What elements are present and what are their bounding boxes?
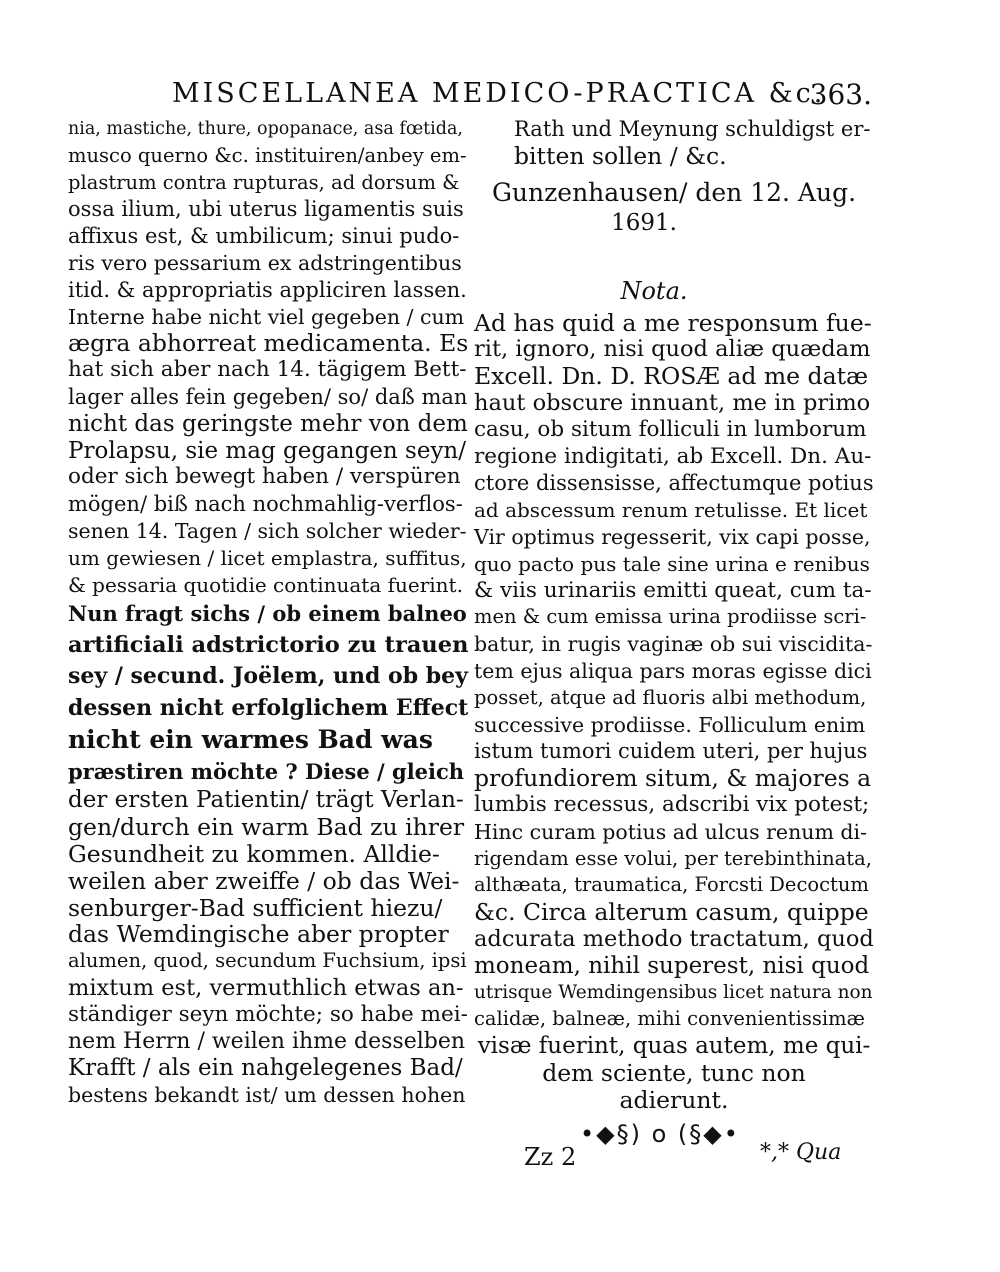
text-line: musco querno &c. instituiren/anbey em- (68, 143, 467, 167)
text-line: visæ fuerint, quas autem, me qui- (477, 1033, 871, 1060)
text-line: Excell. Dn. D. ROSÆ ad me datæ (474, 362, 869, 391)
text-line: Vir optimus regesserit, vix capi posse, (474, 524, 871, 549)
text-line: rigendam esse volui, per terebinthinata, (474, 846, 872, 870)
text-line: profundiorem situm, & majores a (474, 764, 872, 793)
text-line: nem Herrn / weilen ihme desselben (68, 1028, 466, 1054)
question-line: artificiali adstrictorio zu trauen (68, 631, 469, 658)
text-line: der ersten Patientin/ trägt Verlan- (68, 787, 464, 814)
text-line: gen/durch ein warm Bad zu ihrer (68, 813, 465, 842)
text-line: successive prodiisse. Folliculum enim (474, 712, 866, 737)
text-line: bitten sollen / &c. (514, 141, 727, 170)
text-line: Krafft / als ein nahgelegenes Bad/ (68, 1055, 463, 1082)
text-line: ctore dissensisse, affectumque potius (474, 471, 874, 496)
text-line: & viis urinariis emitti queat, cum ta- (474, 577, 872, 603)
text-line: &c. Circa alterum casum, quippe (474, 898, 869, 927)
text-line: adierunt. (619, 1085, 729, 1114)
text-line: Prolapsu, sie mag gegangen seyn/ (68, 437, 466, 464)
question-line: nicht ein warmes Bad was (68, 725, 433, 755)
text-line: men & cum emissa urina prodiisse scri- (474, 605, 867, 629)
left-column (68, 116, 468, 1109)
text-line: dem sciente, tunc non (542, 1058, 806, 1087)
ornament: •◆§) o (§◆• (580, 1120, 740, 1148)
text-line: haut obscure innuant, me in primo (474, 389, 871, 416)
text-line: nicht das geringste mehr von dem (68, 410, 468, 437)
question-line: sey / secund. Joëlem, und ob bey (68, 663, 468, 690)
text-line: Gesundheit zu kommen. Alldie- (68, 839, 440, 868)
text-line: oder sich bewegt haben / verspüren (68, 464, 461, 490)
text-line: senburger-Bad sufficient hiezu/ (68, 893, 443, 922)
page-number: 363. (809, 78, 872, 111)
running-title: MISCELLANEA MEDICO-PRACTICA &c. (172, 78, 826, 109)
text-line: casu, ob situm folliculi in lumborum (474, 416, 867, 442)
text-line: moneam, nihil superest, nisi quod (474, 952, 870, 979)
text-line: plastrum contra rupturas, ad dorsum & (68, 170, 460, 194)
text-line: ægra abhorreat medicamenta. Es (68, 329, 469, 358)
text-line: ossa ilium, ubi uterus ligamentis suis (68, 197, 464, 222)
text-line: senen 14. Tagen / sich solcher wieder- (68, 518, 467, 543)
text-line: quo pacto pus tale sine urina e renibus (474, 551, 870, 576)
text-line: batur, in rugis vaginæ ob sui viscidita- (474, 632, 873, 657)
text-line: nia, mastiche, thure, opopanace, asa fœtida, (68, 119, 463, 139)
catchword: *,* Qua (760, 1140, 842, 1165)
nota-body (474, 310, 874, 1114)
text-line: lumbis recessus, adscribi vix potest; (474, 791, 870, 817)
text-line: affixus est, & umbilicum; sinui pudo- (68, 224, 460, 249)
right-column (474, 116, 874, 1114)
text-line: um gewiesen / licet emplastra, suffitus, (68, 545, 467, 570)
text-line: das Wemdingische aber propter (68, 920, 449, 949)
text-line: mögen/ biß nach nochmahlig-verflos- (68, 492, 463, 517)
text-line: alumen, quod, secundum Fuchsium, ipsi (68, 949, 467, 973)
year: 1691. (611, 209, 677, 236)
text-line: Ad has quid a me responsum fue- (474, 308, 872, 337)
text-line: rit, ignoro, nisi quod aliæ quædam (474, 336, 871, 363)
text-line: hat sich aber nach 14. tägigem Bett- (68, 357, 467, 383)
text-line: mixtum est, vermuthlich etwas an- (68, 974, 464, 1001)
signature-mark: Zz 2 (524, 1143, 577, 1171)
text-line: istum tumori cuidem uteri, per hujus (474, 739, 868, 764)
text-line: Interne habe nicht viel gegeben / cum (68, 304, 465, 329)
text-line: ad abscessum renum retulisse. Et licet (474, 498, 868, 523)
page-header (172, 78, 872, 118)
question-line: Nun fragt sichs / ob einem balneo (68, 601, 467, 627)
text-line: calidæ, balneæ, mihi convenientissimæ (474, 1007, 865, 1031)
text-line: regione indigitati, ab Excell. Dn. Au- (474, 443, 872, 469)
text-line: utrisque Wemdingensibus licet natura non (474, 981, 873, 1003)
text-line: lager alles fein gegeben/ so/ daß man (68, 384, 468, 409)
text-line: posset, atque ad fluoris albi methodum, (474, 685, 867, 709)
text-line: Hinc curam potius ad ulcus renum di- (474, 819, 868, 844)
text-line: itid. & appropriatis appliciren lassen. (68, 277, 467, 302)
text-line: weilen aber zweiffe / ob das Wei- (68, 866, 460, 895)
question-line: dessen nicht erfolglichem Effect (68, 694, 469, 721)
text-line: ris vero pessarium ex adstringentibus (68, 250, 462, 275)
question-line: præstiren möchte ? Diese / gleich (68, 758, 465, 784)
nota-heading: Nota. (620, 276, 688, 305)
text-line: tem ejus aliqua pars moras egisse dici (474, 658, 872, 683)
text-line: ständiger seyn möchte; so habe mei- (68, 1001, 468, 1027)
text-line: Rath und Meynung schuldigst er- (514, 117, 871, 141)
text-line: adcurata methodo tractatum, quod (474, 925, 874, 952)
text-line: althæata, traumatica, Forcsti Decoctum (474, 873, 869, 897)
text-line: & pessaria quotidie continuata fuerint. (68, 572, 463, 597)
dateline: Gunzenhausen/ den 12. Aug. (491, 177, 857, 207)
text-line: bestens bekandt ist/ um dessen hohen (68, 1083, 466, 1108)
